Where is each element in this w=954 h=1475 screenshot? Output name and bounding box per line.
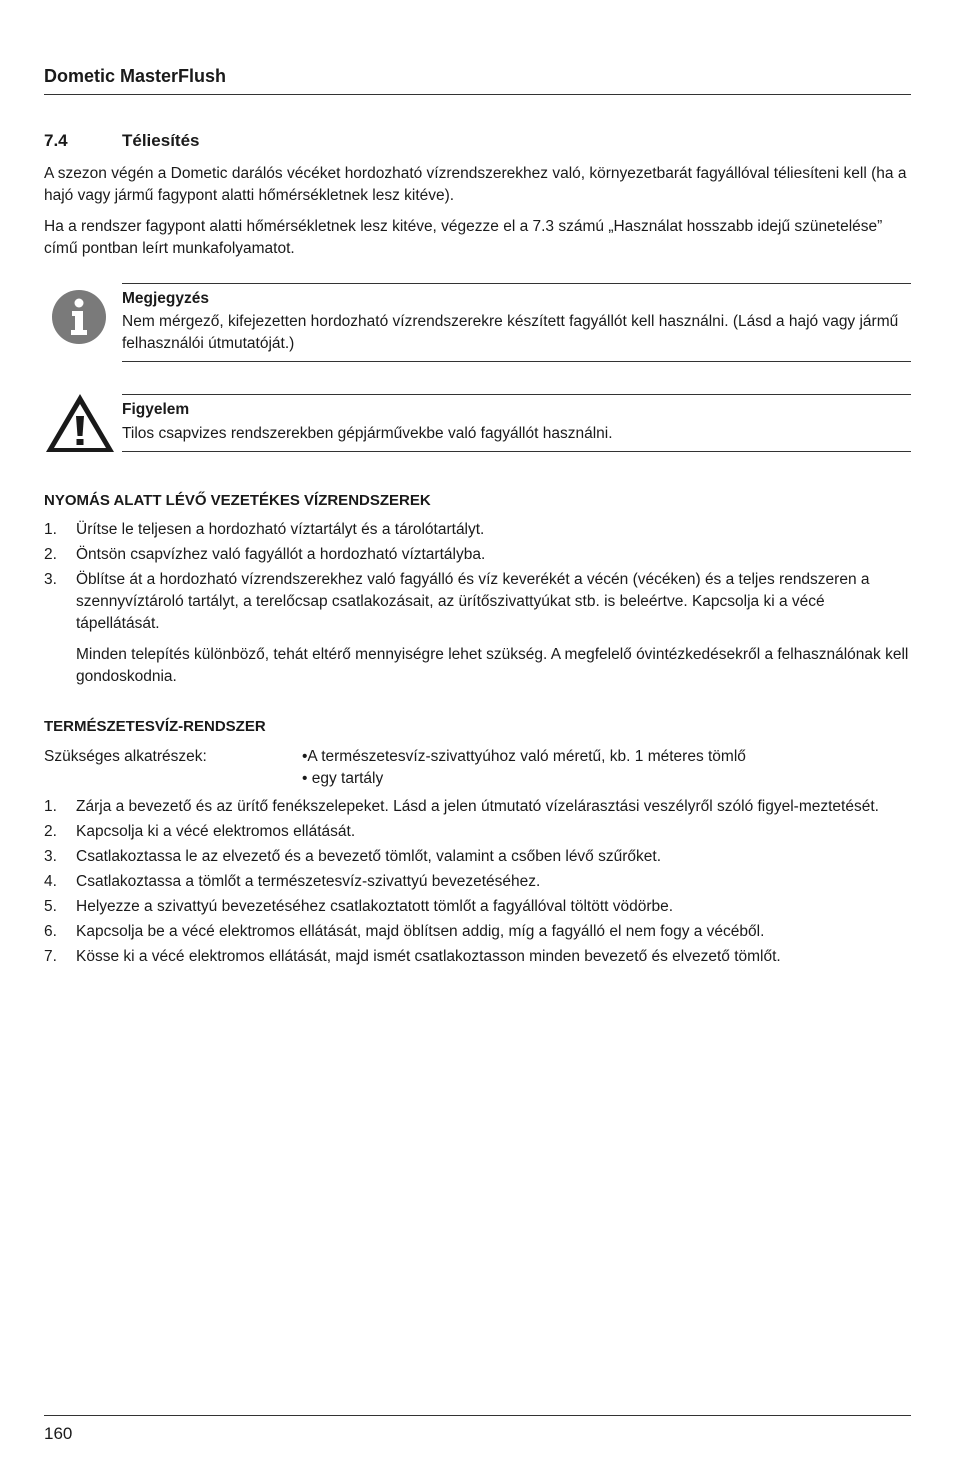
rawwater-heading: TERMÉSZETESVÍZ-RENDSZER	[44, 718, 266, 735]
list-item: 1. Ürítse le teljesen a hordozható víztartályt és a tárolótartályt.	[44, 521, 485, 538]
list-item: 5. Helyezze a szivattyú bevezetéséhez csatlakoztatott tömlőt a fagyállóval töltött vödörbe.	[44, 898, 674, 915]
list-item: 7. Kösse ki a vécé elektromos ellátását, majd ismét csatlakoztasson minden bevezető és elvezető tömlőt.	[44, 948, 781, 965]
page-number: 160	[44, 1424, 73, 1443]
section-number: 7.4	[44, 131, 68, 150]
parts-item: • egy tartály	[302, 770, 384, 787]
list-item: 3. Csatlakoztassa le az elvezető és a bevezető tömlőt, valamint a csőben lévő szűrőket.	[44, 848, 661, 865]
list-item: 3. Öblítse át a hordozható vízrendszerekhez való fagyálló és víz keverékét a vécén (vécéken) és a teljes rendszeren a szennyvíztároló tartályt, a terelőcsap csatlakozásait, az ürítőszivattyúkat stb. is beleértve. Kapcsolja ki a vécé tápellátását. Minden telepítés különböző, tehát eltérő mennyiségre lehet szükség. A megfelelő óvintézkedésekről a felhasználónak kell gondoskodnia.	[44, 569, 910, 688]
list-item: 4. Csatlakoztassa a tömlőt a természetesvíz-szivattyú bevezetéséhez.	[44, 873, 541, 890]
warning-bottom-rule	[122, 451, 911, 452]
list-item: 6. Kapcsolja be a vécé elektromos ellátását, majd öblítsen addig, míg a fagyálló el nem fogy a vécéből.	[44, 923, 765, 940]
note-title: Megjegyzés	[122, 290, 210, 307]
step-note: Minden telepítés különböző, tehát eltérő mennyiségre lehet szükség. A megfelelő óvintézkedésekről a felhasználónak kell gondoskodnia.	[76, 646, 909, 685]
document-header-title: Dometic MasterFlush	[44, 66, 227, 86]
parts-item: •A természetesvíz-szivattyúhoz való méretű, kb. 1 méteres tömlő	[302, 748, 746, 765]
list-item: 2. Öntsön csapvízhez való fagyállót a hordozható víztartályba.	[44, 546, 486, 563]
note-bottom-rule	[122, 361, 911, 362]
warning-title: Figyelem	[122, 401, 190, 418]
warning-top-rule	[122, 394, 911, 395]
intro-paragraph-1: A szezon végén a Dometic darálós vécéket hordozható vízrendszerekhez való, környezetbarát fagyállóval téliesíteni kell (ha a hajó vagy jármű fagypont alatti hőmérsékletnek lesz kitéve).	[44, 165, 907, 204]
pressurized-steps-list	[44, 519, 910, 691]
warning-text: Tilos csapvizes rendszerekben gépjárművekbe való fagyállót használni.	[122, 425, 613, 442]
section-title: Téliesítés	[122, 131, 200, 150]
section-heading	[44, 131, 200, 151]
parts-label: Szükséges alkatrészek:	[44, 748, 207, 765]
footer-divider	[44, 1415, 911, 1416]
note-text: Nem mérgező, kifejezetten hordozható vízrendszerekre készített fagyállót kell használni. (Lásd a hajó vagy jármű felhasználói útmutatóját.)	[122, 313, 899, 352]
note-top-rule	[122, 283, 911, 284]
parts-list	[302, 746, 746, 790]
intro-paragraph-2: Ha a rendszer fagypont alatti hőmérsékletnek lesz kitéve, végezze el a 7.3 számú „Használat hosszabb idejű szünetelése” című pontban leírt munkafolyamatot.	[44, 218, 883, 257]
warning-triangle-icon	[44, 392, 116, 459]
list-item: 2. Kapcsolja ki a vécé elektromos ellátását.	[44, 823, 356, 840]
rawwater-steps-list	[44, 796, 910, 971]
header-divider	[44, 94, 911, 95]
info-icon	[44, 289, 106, 350]
list-item: 1. Zárja a bevezető és az ürítő fenékszelepeket. Lásd a jelen útmutató vízelárasztási veszélyről szóló figyel-meztetését.	[44, 798, 879, 815]
pressurized-heading: NYOMÁS ALATT LÉVŐ VEZETÉKES VÍZRENDSZEREK	[44, 492, 431, 509]
